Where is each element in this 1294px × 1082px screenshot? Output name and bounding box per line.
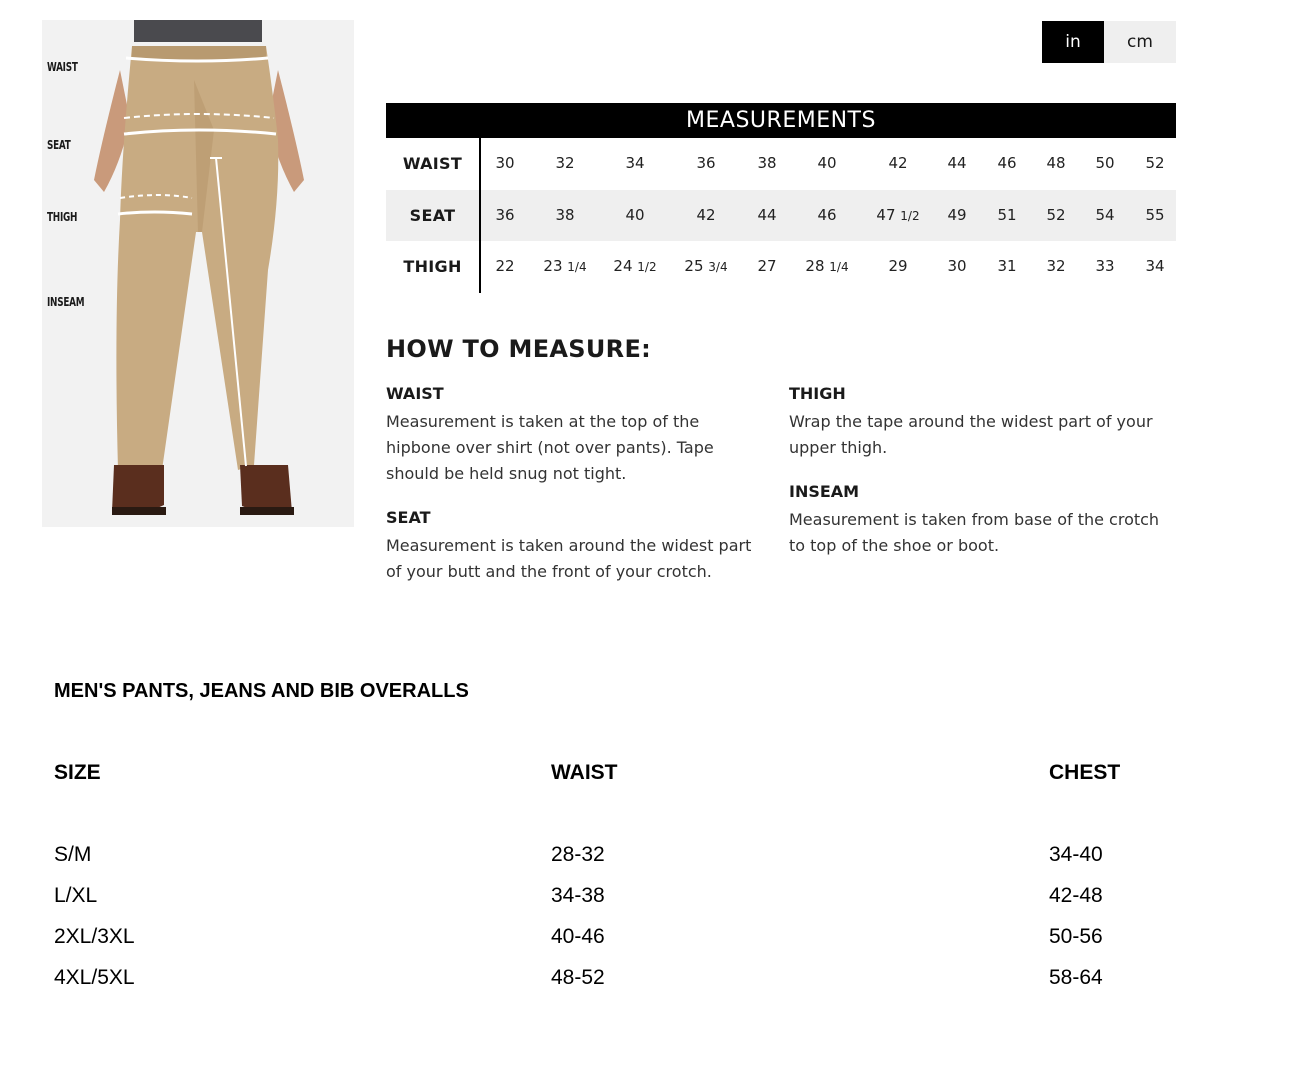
measurement-value: 23 1/4 (543, 257, 587, 275)
measurement-value: 51 (997, 206, 1017, 224)
size-guide-size-cell: 2XL/3XL (54, 925, 135, 948)
measurement-value: 38 (757, 154, 777, 172)
measurement-row-label: SEAT (409, 205, 456, 225)
pants-illustration (42, 20, 354, 527)
how-to-measure-inseam (789, 482, 1164, 559)
figure-label-inseam: INSEAM (47, 295, 85, 309)
measurement-value: 54 (1095, 206, 1115, 224)
measurement-value: 38 (555, 206, 575, 224)
measurement-value: 36 (696, 154, 716, 172)
size-guide-chest-cell: 42-48 (1049, 884, 1103, 907)
measurements-title: MEASUREMENTS (386, 103, 1176, 138)
pants-measurement-figure (42, 20, 354, 527)
how-to-measure-seat (386, 508, 761, 585)
figure-label-waist: WAIST (47, 60, 78, 74)
how-to-measure-seat-heading: SEAT (386, 508, 431, 527)
measurement-value: 55 (1145, 206, 1165, 224)
table-divider (479, 138, 481, 293)
how-to-measure-thigh-heading: THIGH (789, 384, 846, 403)
measurement-value: 36 (495, 206, 515, 224)
unit-toggle (1042, 21, 1176, 63)
measurement-value: 40 (625, 206, 645, 224)
measurement-value: 22 (495, 257, 515, 275)
measurement-row-label: THIGH (403, 257, 462, 277)
measurement-value: 30 (947, 257, 967, 275)
measurement-value: 25 3/4 (684, 257, 728, 275)
measurement-value: 24 1/2 (613, 257, 657, 275)
measurement-value: 47 1/2 (876, 206, 920, 224)
size-guide-size-cell: S/M (54, 843, 92, 866)
how-to-measure-thigh (789, 384, 1164, 461)
measurement-value: 31 (997, 257, 1017, 275)
measurements-table (386, 103, 1176, 293)
measurement-value: 46 (817, 206, 837, 224)
measurement-value: 49 (947, 206, 967, 224)
how-to-measure-inseam-text: Measurement is taken from base of the crotch to top of the shoe or boot. (789, 510, 1160, 555)
size-guide-chest-cell: 34-40 (1049, 843, 1103, 866)
size-guide-col-chest: CHEST (1049, 761, 1121, 784)
size-guide-waist-cell: 40-46 (551, 925, 605, 948)
measurement-value: 32 (1046, 257, 1066, 275)
measurement-value: 28 1/4 (805, 257, 849, 275)
measurement-value: 42 (888, 154, 908, 172)
measurement-value: 32 (555, 154, 575, 172)
measurement-value: 40 (817, 154, 837, 172)
size-guide-waist-cell: 28-32 (551, 843, 605, 866)
measurement-value: 30 (495, 154, 515, 172)
measurement-value: 46 (997, 154, 1017, 172)
how-to-measure-inseam-heading: INSEAM (789, 482, 860, 501)
unit-cm-button[interactable]: cm (1104, 21, 1176, 63)
measurement-value: 29 (888, 257, 908, 275)
how-to-measure-waist (386, 384, 761, 487)
how-to-measure-thigh-text: Wrap the tape around the widest part of your upper thigh. (789, 412, 1153, 457)
measurement-value: 42 (696, 206, 716, 224)
measurement-value: 48 (1046, 154, 1066, 172)
measurement-value: 50 (1095, 154, 1115, 172)
size-guide-chest-cell: 50-56 (1049, 925, 1103, 948)
measurement-value: 52 (1145, 154, 1165, 172)
measurement-value: 44 (947, 154, 967, 172)
size-guide-waist-cell: 48-52 (551, 966, 605, 989)
figure-label-thigh: THIGH (47, 210, 78, 224)
size-guide-heading: MEN'S PANTS, JEANS AND BIB OVERALLS (54, 680, 469, 702)
measurement-value: 27 (757, 257, 777, 275)
unit-inches-button[interactable]: in (1042, 21, 1104, 63)
measurement-value: 44 (757, 206, 777, 224)
size-guide-size-cell: 4XL/5XL (54, 966, 135, 989)
measurement-value: 33 (1095, 257, 1115, 275)
how-to-measure-title: HOW TO MEASURE: (386, 335, 652, 363)
how-to-measure-waist-text: Measurement is taken at the top of the hipbone over shirt (not over pants). Tape should be held snug not tight. (386, 412, 714, 483)
measurement-value: 34 (625, 154, 645, 172)
how-to-measure-waist-heading: WAIST (386, 384, 444, 403)
figure-label-seat: SEAT (47, 138, 71, 152)
measurement-value: 52 (1046, 206, 1066, 224)
size-guide-col-waist: WAIST (551, 761, 618, 784)
size-guide-size-cell: L/XL (54, 884, 98, 907)
measurement-value: 34 (1145, 257, 1165, 275)
size-guide-waist-cell: 34-38 (551, 884, 605, 907)
size-guide-col-size: SIZE (54, 761, 101, 784)
size-guide-chest-cell: 58-64 (1049, 966, 1103, 989)
measurement-row-label: WAIST (402, 154, 463, 174)
how-to-measure-seat-text: Measurement is taken around the widest part of your butt and the front of your crotch. (386, 536, 752, 581)
